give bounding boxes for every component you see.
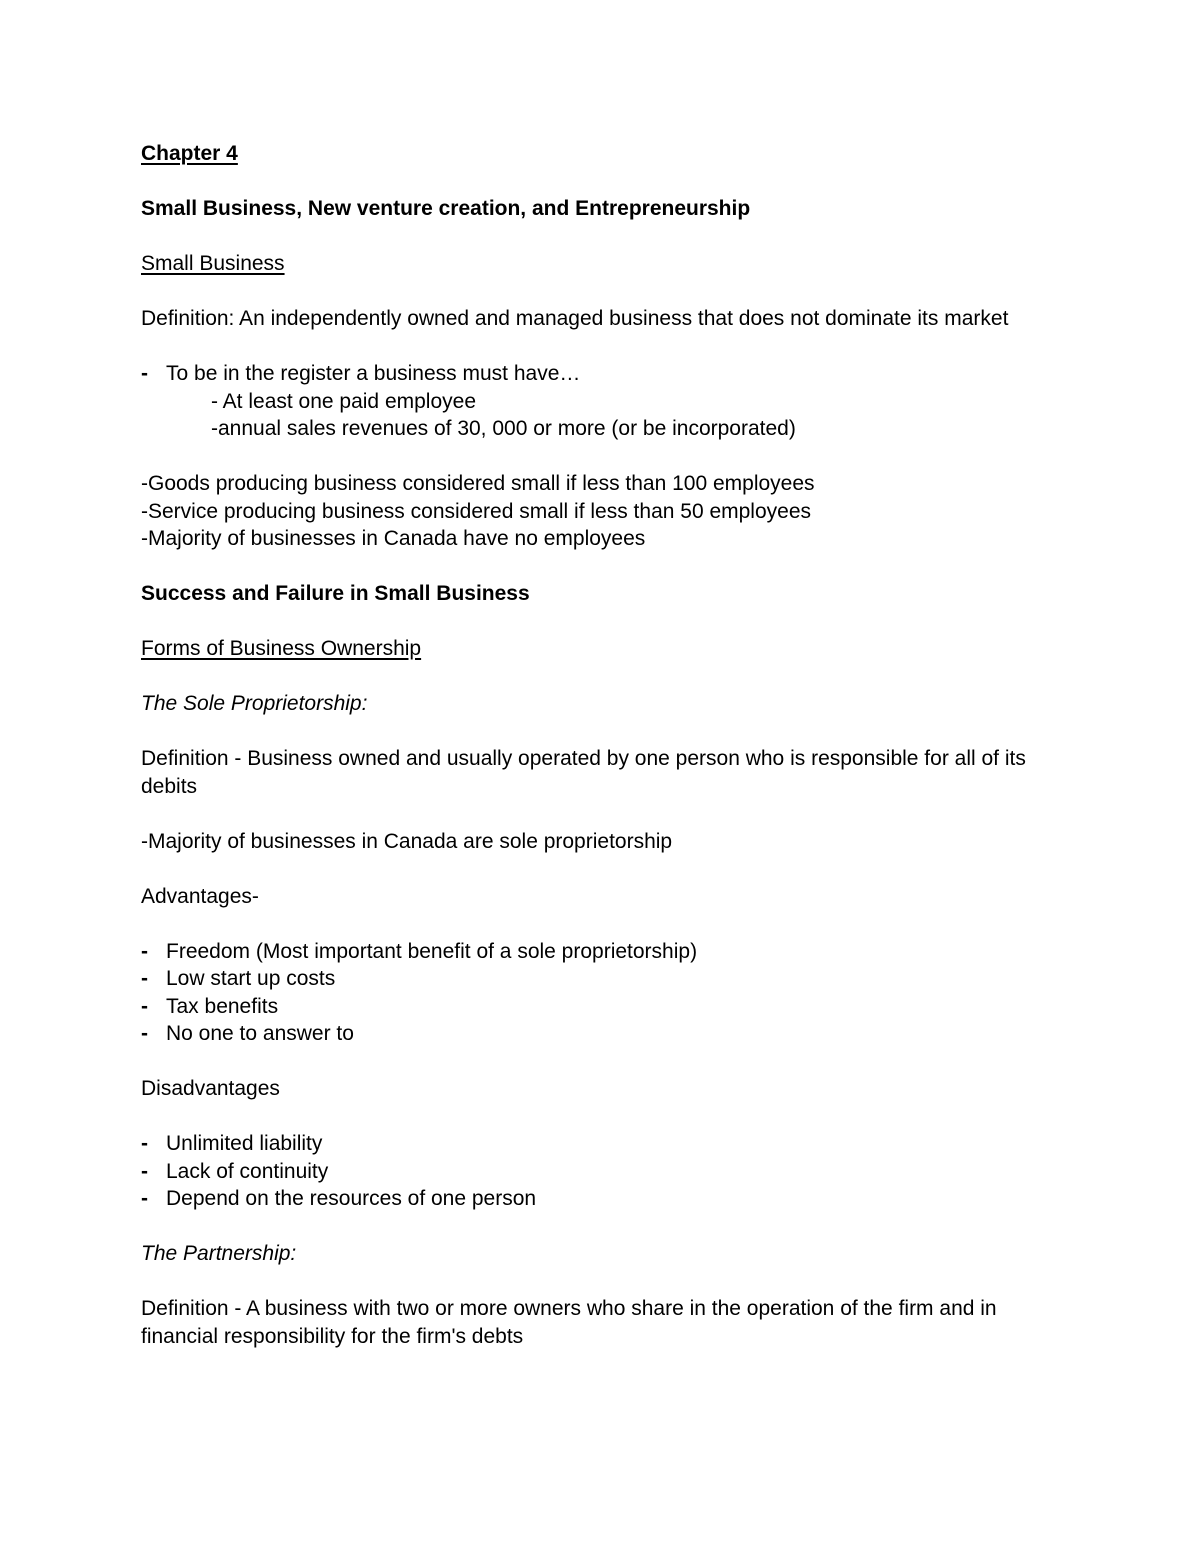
- partnership-heading: The Partnership:: [141, 1242, 297, 1265]
- dash-bullet: -: [141, 1159, 148, 1183]
- chapter-title: Chapter 4: [141, 142, 238, 165]
- spacer: [141, 443, 1071, 471]
- list-item: [141, 1130, 1071, 1158]
- partnership-definition: Definition - A business with two or more owners who share in the operation of the firm and in financial responsibility for the firm's debts: [141, 1297, 997, 1348]
- small-business-fact: -Majority of businesses in Canada have no employees: [141, 527, 646, 550]
- sole-heading: The Sole Proprietorship:: [141, 692, 368, 715]
- list-item: [141, 938, 1071, 966]
- dash-bullet: -: [141, 1187, 148, 1210]
- list-item: [141, 1185, 1071, 1213]
- spacer: [141, 910, 1071, 938]
- register-subitem: -annual sales revenues of 30, 000 or more (or be incorporated): [211, 417, 796, 440]
- spacer: [141, 718, 1071, 746]
- disadvantage-text: Unlimited liability: [166, 1132, 323, 1155]
- sole-definition: Definition - Business owned and usually operated by one person who is responsible for all of its debits: [141, 747, 1026, 798]
- list-item: [141, 965, 1071, 993]
- disadvantage-text: Lack of continuity: [166, 1159, 329, 1183]
- spacer: [141, 278, 1071, 306]
- document-page: [141, 140, 1071, 1350]
- small-business-definition: Definition: An independently owned and managed business that does not dominate its market: [141, 307, 1009, 330]
- dash-bullet: -: [141, 362, 148, 385]
- spacer: [141, 553, 1071, 581]
- disadvantage-text: Depend on the resources of one person: [166, 1187, 537, 1210]
- advantage-text: No one to answer to: [166, 1022, 354, 1045]
- register-subitem: - At least one paid employee: [211, 389, 477, 413]
- dash-bullet: -: [141, 939, 148, 963]
- spacer: [141, 333, 1071, 361]
- sole-fact: -Majority of businesses in Canada are sole proprietorship: [141, 829, 673, 853]
- advantages-heading: Advantages-: [141, 884, 259, 908]
- spacer: [141, 1048, 1071, 1076]
- small-business-fact: -Service producing business considered small if less than 50 employees: [141, 499, 812, 523]
- dash-bullet: -: [141, 1022, 148, 1045]
- list-item: [141, 1158, 1071, 1186]
- spacer: [141, 608, 1071, 636]
- dash-bullet: -: [141, 1132, 148, 1155]
- spacer: [141, 1268, 1071, 1296]
- advantage-text: Tax benefits: [166, 994, 279, 1018]
- spacer: [141, 663, 1071, 691]
- advantage-text: Freedom (Most important benefit of a sole proprietorship): [166, 939, 698, 963]
- register-bullet-text: To be in the register a business must have…: [166, 362, 581, 385]
- spacer: [141, 855, 1071, 883]
- list-item: [141, 360, 1071, 388]
- advantage-text: Low start up costs: [166, 967, 336, 990]
- small-business-fact: -Goods producing business considered small if less than 100 employees: [141, 472, 815, 495]
- forms-heading: Forms of Business Ownership: [141, 637, 422, 660]
- spacer: [141, 800, 1071, 828]
- main-heading: Small Business, New venture creation, and Entrepreneurship: [141, 197, 751, 220]
- dash-bullet: -: [141, 967, 148, 990]
- spacer: [141, 1103, 1071, 1131]
- spacer: [141, 1213, 1071, 1241]
- dash-bullet: -: [141, 994, 148, 1018]
- small-business-heading: Small Business: [141, 252, 285, 275]
- spacer: [141, 168, 1071, 196]
- disadvantages-heading: Disadvantages: [141, 1077, 280, 1100]
- spacer: [141, 223, 1071, 251]
- list-item: [141, 993, 1071, 1021]
- list-item: [141, 1020, 1071, 1048]
- success-heading: Success and Failure in Small Business: [141, 582, 530, 605]
